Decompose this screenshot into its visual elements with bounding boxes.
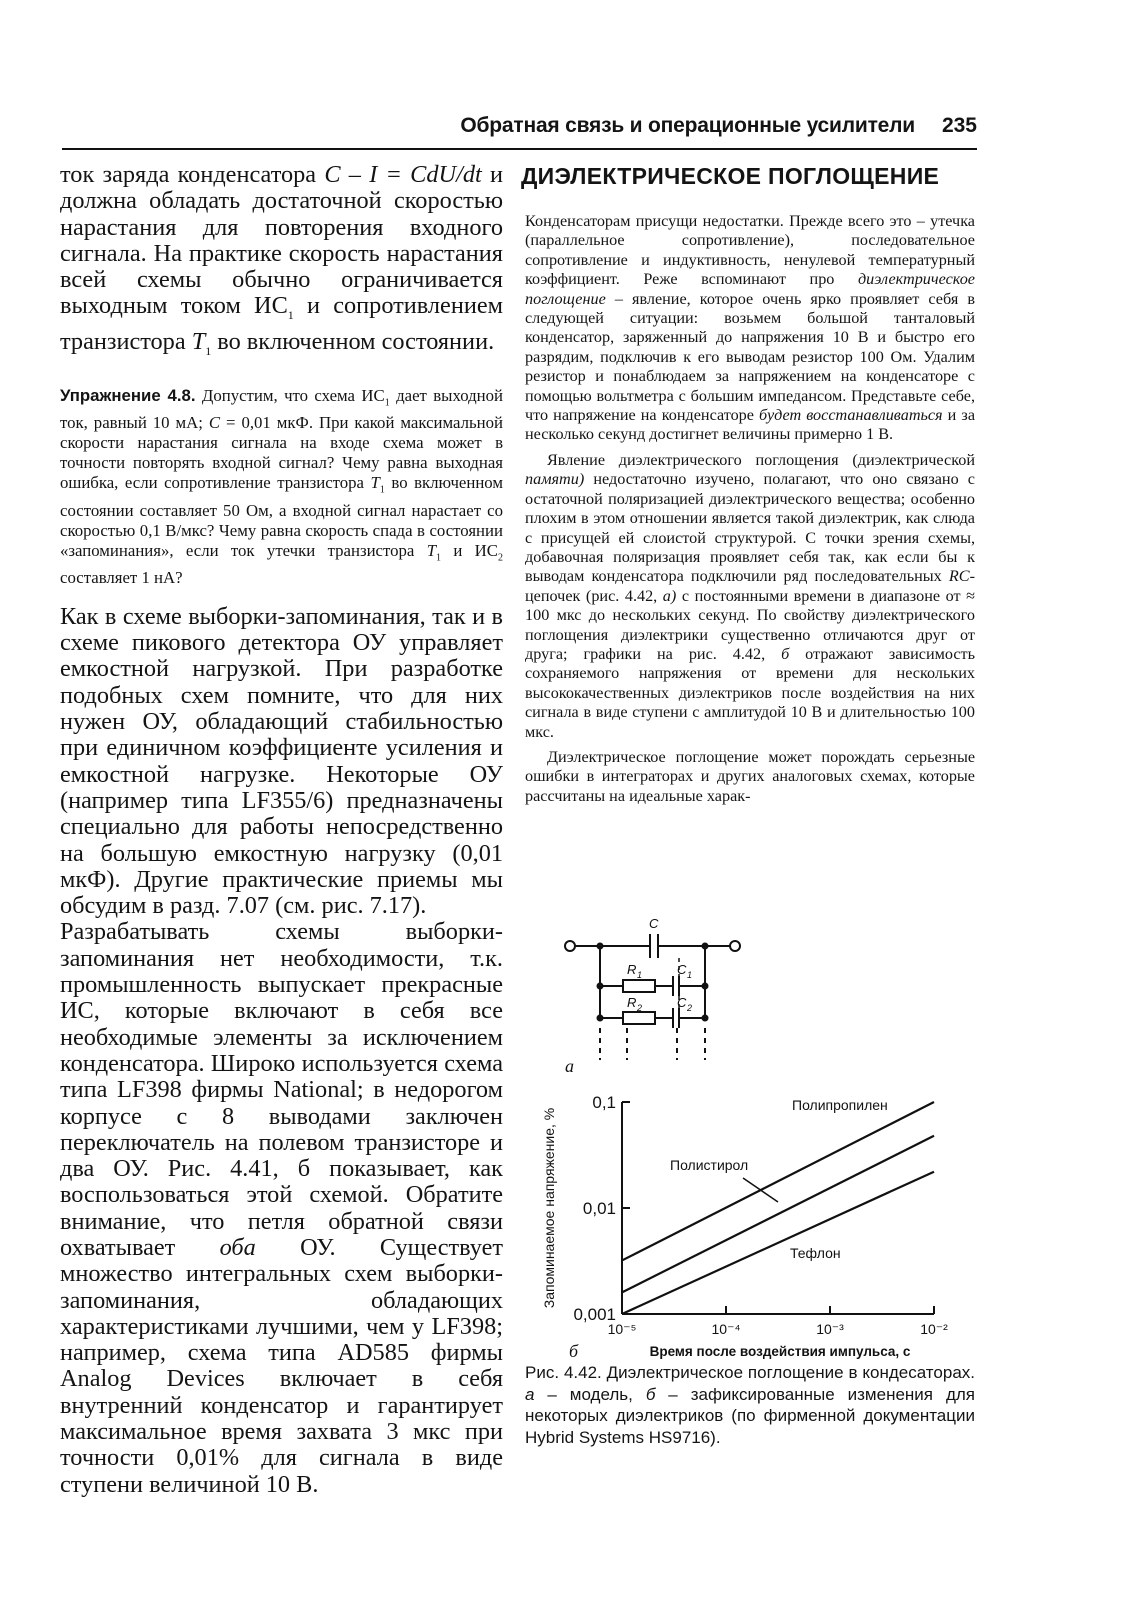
paragraph-capacitor-defects: Конденсаторам присущи недостатки. Прежде всего это – утечка (параллельное сопротивление), последовательное сопротивление и индуктивность, ненулевой температурный коэффициент. Реже вспоминают про диэлектрическое поглощение – явление, которое очень ярко проявляет себя в следующей ситуации: возьмем большой танталовый конденсатор, заряженный до напряжения 10 В и быстро его разрядим, подключив к его выводам резистор 100 Ом. Удалим резистор и понаблюдаем за напряжением на конденсаторе с помощью вольтметра с большим импедансом. Представьте себе, что напряжение на конденсаторе будет восстанавливаться и за несколько секунд достигнет величины примерно 1 В. bbox=[525, 212, 976, 444]
exercise-label: Упражнение 4.8. bbox=[60, 385, 196, 405]
series-label: Полипропилен bbox=[792, 1097, 888, 1113]
figure-label-a: а bbox=[565, 1056, 574, 1076]
label-c1-sub: 1 bbox=[687, 970, 693, 980]
label-r2: R bbox=[627, 995, 637, 1010]
label-r1-sub: 1 bbox=[637, 970, 643, 980]
x-tick-label: 10⁻⁴ bbox=[711, 1321, 741, 1337]
junction-dot bbox=[597, 983, 604, 990]
label-r2-sub: 2 bbox=[637, 1003, 643, 1013]
series-label: Тефлон bbox=[790, 1245, 841, 1261]
paragraph-integrator-errors: Диэлектрическое поглощение может порождать серьезные ошибки в интеграторах и других аналоговых схемах, которые рассчитаны на идеальные харак- bbox=[525, 747, 975, 805]
terminal-right bbox=[730, 941, 740, 951]
right-column bbox=[521, 162, 976, 806]
resistor-r1 bbox=[623, 980, 655, 992]
x-tick-label: 10⁻⁵ bbox=[607, 1321, 637, 1337]
paragraph-charge-current: ток заряда конденсатора C – I = CdU/dt и должна обладать достаточной скоростью нарастания для повторения входного сигнала. На практике скорость нарастания всей схемы обычно ограничивается выходным током $ИС_1$ и сопротивлением транзистора $T_1$ во включенном состоянии. bbox=[60, 161, 504, 358]
y-tick-label: 0,001 bbox=[573, 1305, 616, 1324]
x-tick-label: 10⁻³ bbox=[816, 1321, 844, 1337]
label-c: C bbox=[649, 916, 659, 931]
y-tick-label: 0,1 bbox=[592, 1093, 616, 1112]
label-r1: R bbox=[627, 962, 637, 977]
paragraph-capacitive-load: Как в схеме выборки-запоминания, так и в схеме пикового детектора ОУ управляет емкостной нагрузкой. При разработке подобных схем помните, что для них нужен ОУ, обладающий стабильностью при единичном коэффициенте усиления и емкостной нагрузке. Некоторые ОУ (например типа LF355/6) предназначены специально для работы непосредственно на большую емкостную нагрузку (0,01 мкФ). Другие практические приемы мы обсудим в разд. 7.07 (см. рис. 7.17). bbox=[60, 602, 503, 920]
terminal-left bbox=[565, 941, 575, 951]
series-line bbox=[622, 1172, 934, 1314]
label-c1: C bbox=[677, 962, 687, 977]
x-tick-label: 10⁻² bbox=[920, 1321, 948, 1337]
exercise-4-8: Упражнение 4.8. Допустим, что схема $ИС_1$ дает выходной ток, равный 10 мА; C = 0,01 мкФ. При какой максимальной скорости нарастания сигнала на входе схема может в точности повторять входной сигнал? Чему равна выходная ошибка, если сопротивление транзистора $T_1$ во включенном состоянии составляет 50 Ом, а входной сигнал нарастает со скоростью 0,1 В/мкс? Чему равна скорость спада в состоянии «запоминания», если ток утечки транзистора $T_1$ и $ИС_2$ составляет 1 нА? bbox=[60, 385, 503, 587]
junction-dot bbox=[702, 983, 709, 990]
series-label: Полистирол bbox=[670, 1157, 749, 1173]
running-header-title: Обратная связь и операционные усилители bbox=[460, 114, 915, 137]
section-heading: ДИЭЛЕКТРИЧЕСКОЕ ПОГЛОЩЕНИЕ bbox=[521, 163, 940, 189]
junction-dot bbox=[702, 1015, 709, 1022]
junction-dot bbox=[702, 943, 709, 950]
junction-dot bbox=[597, 943, 604, 950]
y-axis-label: Запоминаемое напряжение, % bbox=[541, 1107, 557, 1309]
dielectric-absorption-chart bbox=[530, 1080, 980, 1362]
page-number: 235 bbox=[941, 114, 977, 137]
junction-dot bbox=[597, 1015, 604, 1022]
series-label-leader bbox=[743, 1178, 778, 1202]
label-c2-sub: 2 bbox=[687, 1003, 693, 1013]
paragraph-dielectric-memory: Явление диэлектрического поглощения (диэлектрической памяти) недостаточно изучено, полагают, что оно связано с остаточной поляризацией диэлектрического вещества; особенно плохим в этом отношении является такой диэлектрик, как слюда с присущей ей слоистой структурой. С точки зрения схемы, добавочная поляризация проявляет себя так, как если бы к выводам конденсатора подключили ряд последовательных RC-цепочек (рис. 4.42, а) с постоянными времени в диапазоне от ≈ 100 мкс до нескольких секунд. По свойству диэлектрического поглощения диэлектрики существенно отличаются друг от друга; графики на рис. 4.42, б отражают зависимость сохраняемого напряжения от времени для нескольких высококачественных диэлектриков после воздействия на них сигнала в виде ступени с амплитудой 10 В и длительностью 100 мкс. bbox=[525, 450, 975, 741]
circuit-model-diagram bbox=[555, 910, 755, 1080]
running-header bbox=[62, 112, 977, 150]
label-c2: C bbox=[677, 995, 687, 1010]
figure-caption: Рис. 4.42. Диэлектрическое поглощение в кондесаторах. а – модель, б – зафиксированные изменения для некоторых диэлектриков (по фирменной документации Hybrid Systems HS9716). bbox=[525, 1363, 975, 1447]
paragraph-sample-hold-ics: Разрабатывать схемы выборки-запоминания нет необходимости, т.к. промышленность выпускает прекрасные ИС, которые включают в себя все необходимые элементы за исключением конденсатора. Широко используется схема типа LF398 фирмы National; в недорогом корпусе с 8 выводами заключен переключатель на полевом транзисторе и два ОУ. Рис. 4.41, б показывает, как воспользоваться этой схемой. Обратите внимание, что петля обратной связи охватывает оба ОУ. Существует множество интегральных схем выборки-запоминания, обладающих характеристиками лучшими, чем у LF398; например, схема типа AD585 фирмы Analog Devices включает в себя внутренний конденсатор и гарантирует максимальное время захвата 3 мкс при точности 0,01% для сигнала в виде ступени величиной 10 В. bbox=[60, 918, 503, 1498]
series-line bbox=[622, 1136, 934, 1293]
left-column bbox=[60, 162, 503, 1498]
x-axis-label: Время после воздействия импульса, с bbox=[649, 1344, 911, 1359]
y-tick-label: 0,01 bbox=[582, 1199, 616, 1218]
series-line bbox=[622, 1102, 934, 1260]
figure-label-b: б bbox=[569, 1341, 579, 1361]
resistor-r2 bbox=[623, 1012, 655, 1024]
